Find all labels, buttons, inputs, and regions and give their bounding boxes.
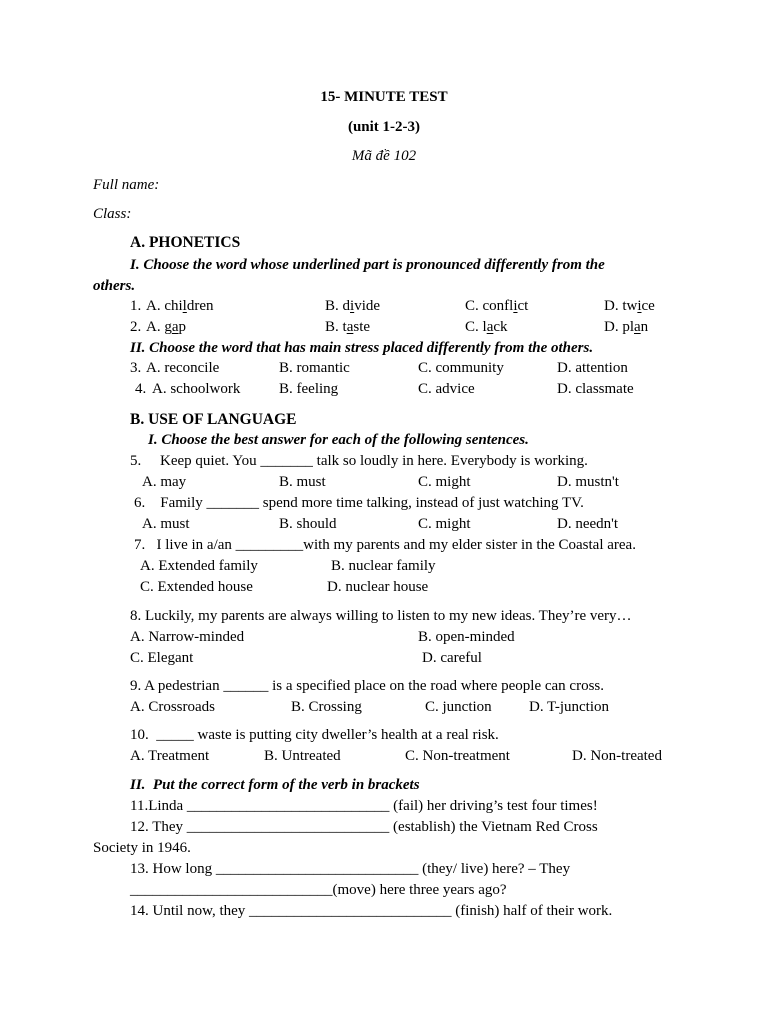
question-number: 3. [130, 360, 142, 376]
test-subtitle: (unit 1-2-3) [347, 119, 421, 135]
test-title: 15- MINUTE TEST [320, 89, 448, 105]
option-c: C. Extended house [140, 579, 253, 595]
option-b: B. taste [325, 319, 371, 335]
option-c: C. lack [465, 319, 508, 335]
section-a-instruction-2: II. Choose the word that has main stress placed differently from the others. [130, 340, 594, 356]
fullname-label: Full name: [93, 177, 160, 193]
question-number: 1. [130, 298, 142, 314]
question-stem: 8. Luckily, my parents are always willing to listen to my new ideas. They’re very… [130, 608, 632, 624]
option-c: C. Non-treatment [405, 748, 510, 764]
question-stem: 10. _____ waste is putting city dweller’s health at a real risk. [130, 727, 499, 743]
option-c: C. conflict [465, 298, 529, 314]
option-d: D. Non-treated [572, 748, 662, 764]
option-b: B. must [279, 474, 326, 490]
option-a: A. may [142, 474, 187, 490]
option-b: B. nuclear family [331, 558, 436, 574]
question-12: 12. They ___________________________ (establish) the Vietnam Red Cross [130, 819, 598, 835]
option-a: A. schoolwork [152, 381, 241, 397]
option-c: C. junction [425, 699, 492, 715]
option-d: D. attention [557, 360, 628, 376]
section-b-instruction-1: I. Choose the best answer for each of the following sentences. [148, 432, 529, 448]
option-b: B. romantic [279, 360, 350, 376]
option-d: D. needn't [557, 516, 619, 532]
option-c: C. might [418, 474, 471, 490]
section-b-instruction-2: II. Put the correct form of the verb in brackets [130, 777, 420, 793]
option-d: D. twice [604, 298, 655, 314]
option-b: B. open-minded [418, 629, 515, 645]
option-d: D. plan [604, 319, 649, 335]
option-c: C. advice [418, 381, 475, 397]
option-b: B. should [279, 516, 337, 532]
section-b-heading: B. USE OF LANGUAGE [130, 411, 297, 428]
option-d: D. careful [422, 650, 482, 666]
question-14: 14. Until now, they ___________________________ (finish) half of their work. [130, 903, 613, 919]
test-code: Mã đề 102 [351, 148, 417, 164]
option-b: B. Crossing [291, 699, 362, 715]
option-a: A. gap [146, 319, 187, 335]
option-b: B. divide [325, 298, 381, 314]
section-a-instruction-1: I. Choose the word whose underlined part is pronounced differently from the [130, 257, 605, 273]
option-a: A. Crossroads [130, 699, 215, 715]
question-stem: 6. Family _______ spend more time talking, instead of just watching TV. [134, 495, 584, 511]
option-a: A. reconcile [146, 360, 220, 376]
option-d: D. T-junction [529, 699, 610, 715]
option-a: A. must [142, 516, 190, 532]
option-c: C. community [418, 360, 504, 376]
option-c: C. Elegant [130, 650, 194, 666]
question-number: 2. [130, 319, 142, 335]
question-stem: 9. A pedestrian ______ is a specified place on the road where people can cross. [130, 678, 605, 694]
question-stem: 5. Keep quiet. You _______ talk so loudly in here. Everybody is working. [130, 453, 588, 469]
section-a-heading: A. PHONETICS [130, 234, 241, 251]
option-b: B. Untreated [264, 748, 341, 764]
question-number: 4. [135, 381, 147, 397]
option-a: A. Treatment [130, 748, 210, 764]
question-13: 13. How long ___________________________ (they/ live) here? – They [130, 861, 571, 877]
question-stem: 7. I live in a/an _________with my parents and my elder sister in the Coastal area. [134, 537, 636, 553]
option-a: A. Narrow-minded [130, 629, 245, 645]
option-c: C. might [418, 516, 471, 532]
question-11: 11.Linda ___________________________ (fail) her driving’s test four times! [130, 798, 598, 814]
option-a: A. Extended family [140, 558, 258, 574]
section-a-instruction-1-cont: others. [93, 278, 136, 294]
option-d: D. classmate [557, 381, 634, 397]
option-a: A. children [146, 298, 214, 314]
option-d: D. nuclear house [327, 579, 429, 595]
option-d: D. mustn't [557, 474, 619, 490]
option-b: B. feeling [279, 381, 339, 397]
question-12-cont: Society in 1946. [93, 840, 191, 856]
class-label: Class: [93, 206, 132, 222]
question-13-cont: ___________________________(move) here three years ago? [130, 882, 507, 898]
